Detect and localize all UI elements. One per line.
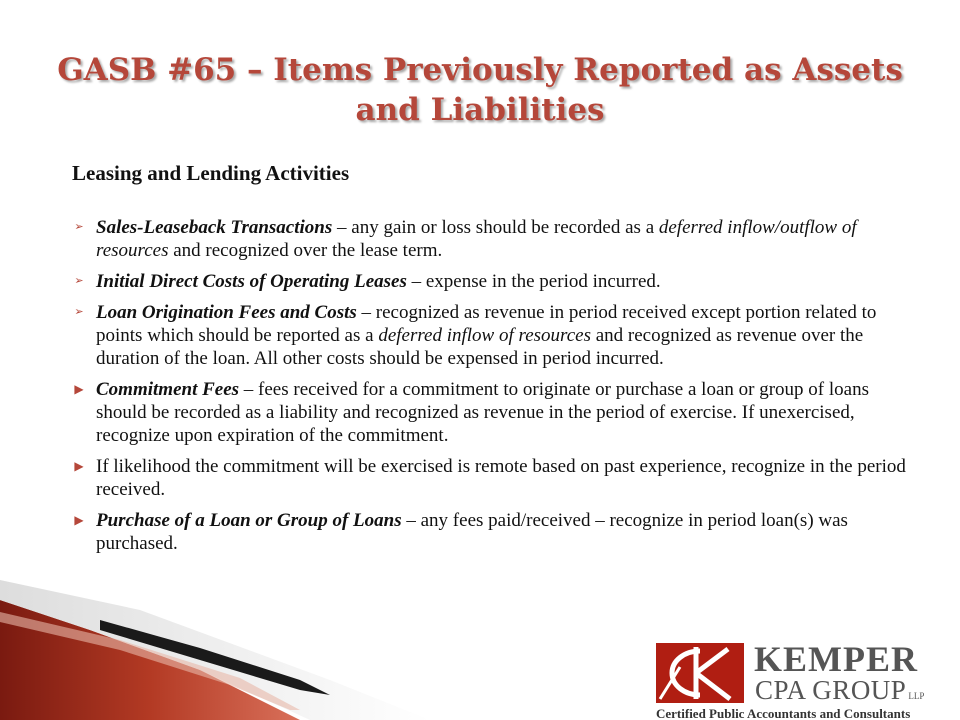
- list-item: [72, 378, 907, 447]
- logo-llp: LLP: [908, 691, 925, 701]
- company-logo: [652, 640, 952, 720]
- item-text: – any gain or loss should be recorded as a: [332, 217, 659, 238]
- logo-name: KEMPER: [754, 639, 918, 679]
- list-item: [72, 270, 907, 293]
- triangle-bullet-icon: ▶: [74, 513, 84, 527]
- triangle-bullet-icon: ▶: [74, 459, 84, 473]
- list-item: [72, 216, 907, 262]
- logo-sub-text: CPA GROUP: [755, 675, 907, 705]
- arrow-bullet-icon: ➢: [74, 306, 84, 318]
- list-item: [72, 509, 907, 555]
- item-text: – recognized as revenue in period received except portion related to points which should be reported as a: [96, 302, 877, 346]
- arrow-bullet-icon: ➢: [74, 275, 84, 287]
- item-term: Commitment Fees: [96, 379, 240, 400]
- slide-title: [40, 50, 920, 130]
- item-text: and recognized over the lease term.: [168, 240, 443, 261]
- section-subheading: Leasing and Lending Activities: [72, 161, 350, 185]
- title-line-2: and Liabilities: [355, 92, 605, 128]
- title-line-1: GASB #65 – Items Previously Reported as Assets: [57, 52, 903, 88]
- bullet-list: [72, 216, 907, 563]
- item-text: – expense in the period incurred.: [406, 271, 661, 292]
- item-italic: deferred inflow/outflow of resources: [96, 217, 857, 261]
- item-italic: deferred inflow of resources: [378, 325, 591, 346]
- list-item: [72, 455, 907, 501]
- item-text: – fees received for a commitment to originate or purchase a loan or group of loans should be recorded as a liability and recognized as revenue in the period of exercise. If unexercised, recognize upon expiration of the commitment.: [96, 379, 869, 446]
- item-text: – any fees paid/received – recognize in period loan(s) was purchased.: [96, 510, 848, 554]
- arrow-bullet-icon: ➢: [74, 221, 84, 233]
- item-text: If likelihood the commitment will be exercised is remote based on past experience, recognize in the period received.: [96, 456, 906, 500]
- item-term: Loan Origination Fees and Costs: [96, 302, 357, 323]
- item-term: Purchase of a Loan or Group of Loans: [96, 510, 402, 531]
- item-text: and recognized as revenue over the duration of the loan. All other costs should be expensed in period incurred.: [96, 325, 864, 369]
- item-term: Initial Direct Costs of Operating Leases: [96, 271, 407, 292]
- item-term: Sales-Leaseback Transactions: [96, 217, 333, 238]
- triangle-bullet-icon: ▶: [74, 382, 84, 396]
- kemper-k-mark-icon: [656, 643, 744, 703]
- list-item: [72, 301, 907, 370]
- logo-tagline: Certified Public Accountants and Consultants: [656, 706, 911, 720]
